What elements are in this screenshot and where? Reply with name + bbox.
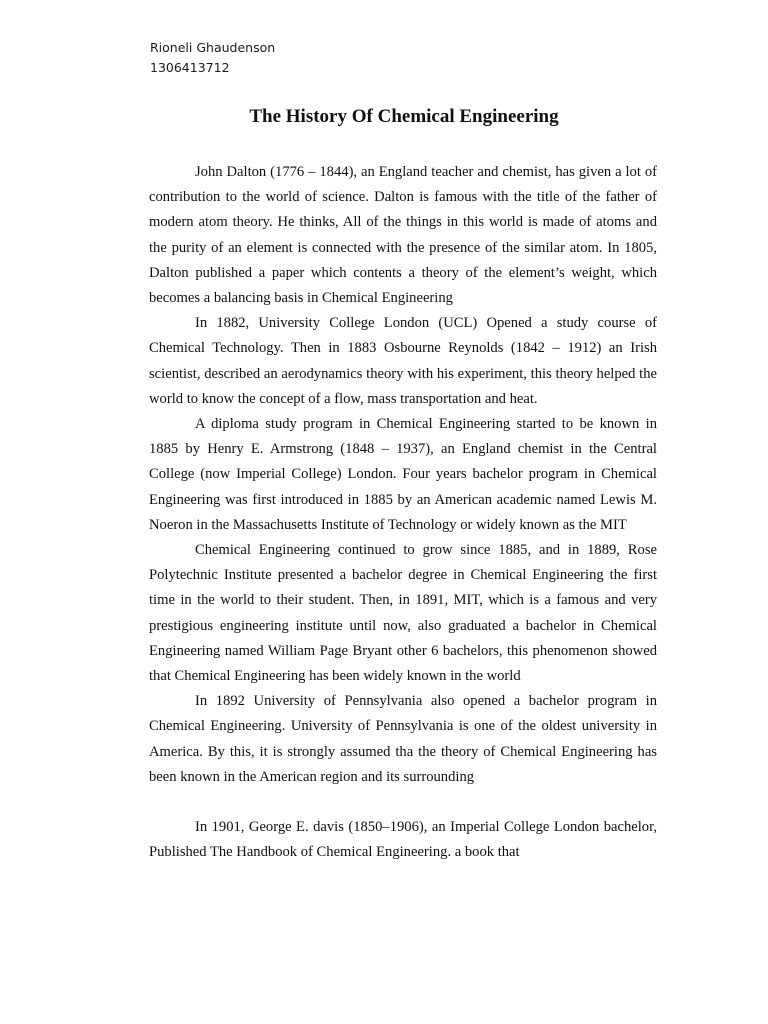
- paragraph-diploma-program: A diploma study program in Chemical Engineering started to be known in 1885 by Henry E. Armstrong (1848 – 1937), an England chemist in the Central College (now Imperial College) London. Four years bachelor program in Chemical Engineering was first introduced in 1885 by an American academic named Lewis M. Noeron in the Massachusetts Institute of Technology or widely known as the MIT: [149, 416, 657, 533]
- paragraph-growth: Chemical Engineering continued to grow since 1885, and in 1889, Rose Polytechnic Institute presented a bachelor degree in Chemical Engineering the first time in the world to their student. Then, in 1891, MIT, which is a famous and very prestigious engineering institute until now, also graduated a bachelor in Chemical Engineering named William Page Bryant other 6 bachelors, this phenomenon showed that Chemical Engineering has been widely known in the world: [149, 542, 657, 685]
- author-name: Rioneli Ghaudenson: [150, 40, 276, 55]
- author-block: [150, 38, 275, 78]
- document-title: The History Of Chemical Engineering: [249, 106, 559, 127]
- paragraph-ucl: In 1882, University College London (UCL) Opened a study course of Chemical Technology. Then in 1883 Osbourne Reynolds (1842 – 1912) an Irish scientist, described an aerodynamics theory with his experiment, this theory helped the world to know the concept of a flow, mass transportation and heat.: [149, 315, 657, 407]
- paragraph-dalton: John Dalton (1776 – 1844), an England teacher and chemist, has given a lot of contribution to the world of science. Dalton is famous with the title of the father of modern atom theory. He thinks, All of the things in this world is made of atoms and the purity of an element is connected with the presence of the similar atom. In 1805, Dalton published a paper which contents a theory of the element’s weight, which becomes a balancing basis in Chemical Engineering: [149, 164, 657, 307]
- paragraph-davis: In 1901, George E. davis (1850–1906), an Imperial College London bachelor, Published The Handbook of Chemical Engineering. a book that: [149, 819, 657, 861]
- document-body: [149, 160, 657, 866]
- author-id-number: 1306413712: [150, 60, 230, 75]
- paragraph-pennsylvania: In 1892 University of Pennsylvania also opened a bachelor program in Chemical Engineering. University of Pennsylvania is one of the oldest university in America. By this, it is strongly assumed tha the theory of Chemical Engineering has been known in the American region and its surrounding: [149, 693, 657, 785]
